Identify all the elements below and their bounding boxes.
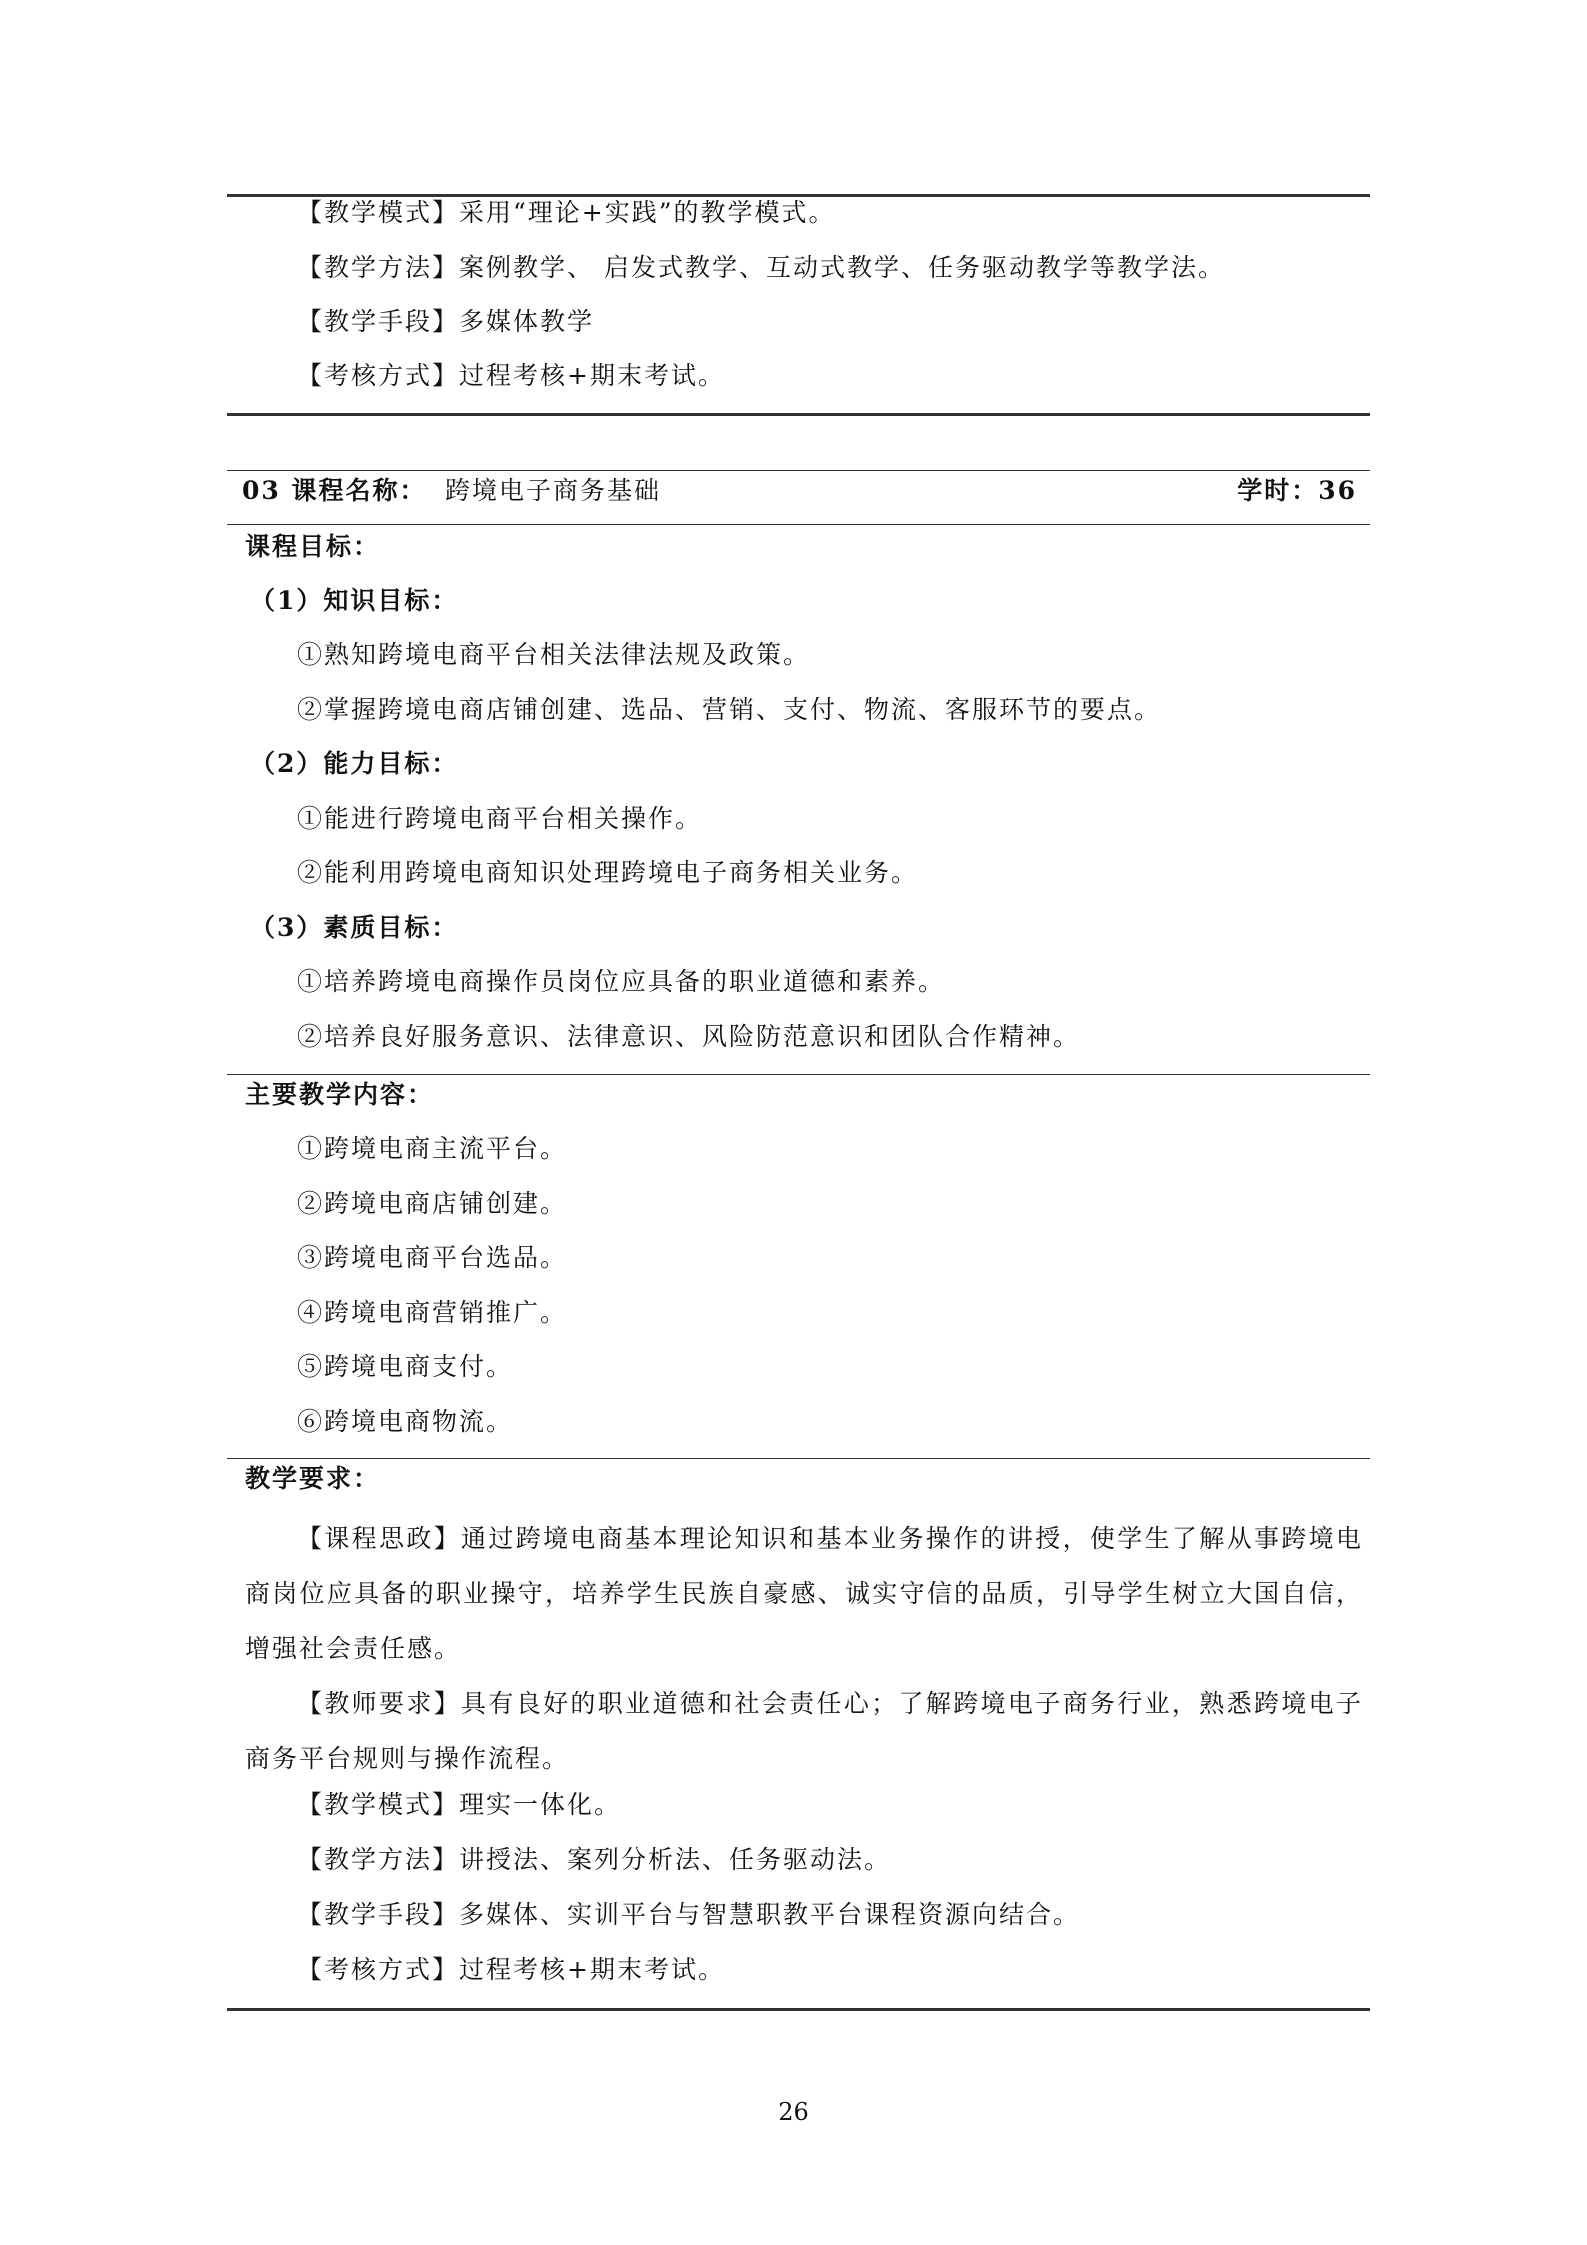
- ideology-paragraph: 【课程思政】通过跨境电商基本理论知识和基本业务操作的讲授，使学生了解从事跨境电商岗位应具备的职业操守，培养学生民族自豪感、诚实守信的品质，引导学生树立大国自信，增强社会责任感。: [245, 1524, 1363, 1663]
- table-bottom-rule: [227, 2008, 1370, 2011]
- quality-objective-item: ①培养跨境电商操作员岗位应具备的职业道德和素养。: [297, 967, 946, 996]
- section-bottom-rule: [227, 413, 1370, 416]
- ability-objective-item: ①能进行跨境电商平台相关操作。: [297, 804, 703, 833]
- knowledge-objective-title: （1）知识目标：: [250, 586, 459, 615]
- knowledge-objective-item: ②掌握跨境电商店铺创建、选品、营销、支付、物流、客服环节的要点。: [297, 695, 1162, 724]
- objectives-heading: 课程目标：: [245, 532, 381, 561]
- course-name-label: 03 课程名称：: [242, 476, 427, 505]
- prev-teaching-means: 【教学手段】多媒体教学: [297, 307, 595, 336]
- ability-objective-title: （2）能力目标：: [250, 749, 459, 778]
- content-heading: 主要教学内容：: [245, 1080, 435, 1109]
- requirements-heading: 教学要求：: [245, 1464, 381, 1493]
- content-item: ①跨境电商主流平台。: [297, 1134, 568, 1163]
- knowledge-objective-item: ①熟知跨境电商平台相关法律法规及政策。: [297, 640, 811, 669]
- prev-assessment: 【考核方式】过程考核+期末考试。: [297, 361, 725, 390]
- page-number: 26: [778, 2098, 809, 2126]
- content-item: ③跨境电商平台选品。: [297, 1243, 568, 1272]
- teaching-mode: 【教学模式】理实一体化。: [297, 1790, 622, 1819]
- content-item: ⑤跨境电商支付。: [297, 1352, 514, 1381]
- quality-objective-item: ②培养良好服务意识、法律意识、风险防范意识和团队合作精神。: [297, 1022, 1081, 1051]
- course-hours: 学时：36: [1237, 476, 1357, 505]
- prev-teaching-mode: 【教学模式】采用“理论+实践”的教学模式。: [297, 198, 836, 227]
- assessment-method: 【考核方式】过程考核+期末考试。: [297, 1955, 725, 1984]
- course-name: 跨境电子商务基础: [445, 476, 662, 505]
- teacher-requirement-paragraph: 【教师要求】具有良好的职业道德和社会责任心；了解跨境电子商务行业，熟悉跨境电子商务平台规则与操作流程。: [245, 1689, 1363, 1773]
- teaching-means: 【教学手段】多媒体、实训平台与智慧职教平台课程资源向结合。: [297, 1900, 1081, 1929]
- content-item: ④跨境电商营销推广。: [297, 1298, 568, 1327]
- course-header-bottom-rule: [227, 524, 1370, 525]
- content-item: ②跨境电商店铺创建。: [297, 1189, 568, 1218]
- ability-objective-item: ②能利用跨境电商知识处理跨境电子商务相关业务。: [297, 858, 919, 887]
- teaching-method: 【教学方法】讲授法、案列分析法、任务驱动法。: [297, 1845, 892, 1874]
- course-header-top-rule: [227, 470, 1370, 471]
- quality-objective-title: （3）素质目标：: [250, 913, 459, 942]
- content-item: ⑥跨境电商物流。: [297, 1407, 514, 1436]
- objectives-bottom-rule: [227, 1074, 1370, 1075]
- content-bottom-rule: [227, 1458, 1370, 1459]
- prev-teaching-method: 【教学方法】案例教学、 启发式教学、互动式教学、任务驱动教学等教学法。: [297, 253, 1225, 282]
